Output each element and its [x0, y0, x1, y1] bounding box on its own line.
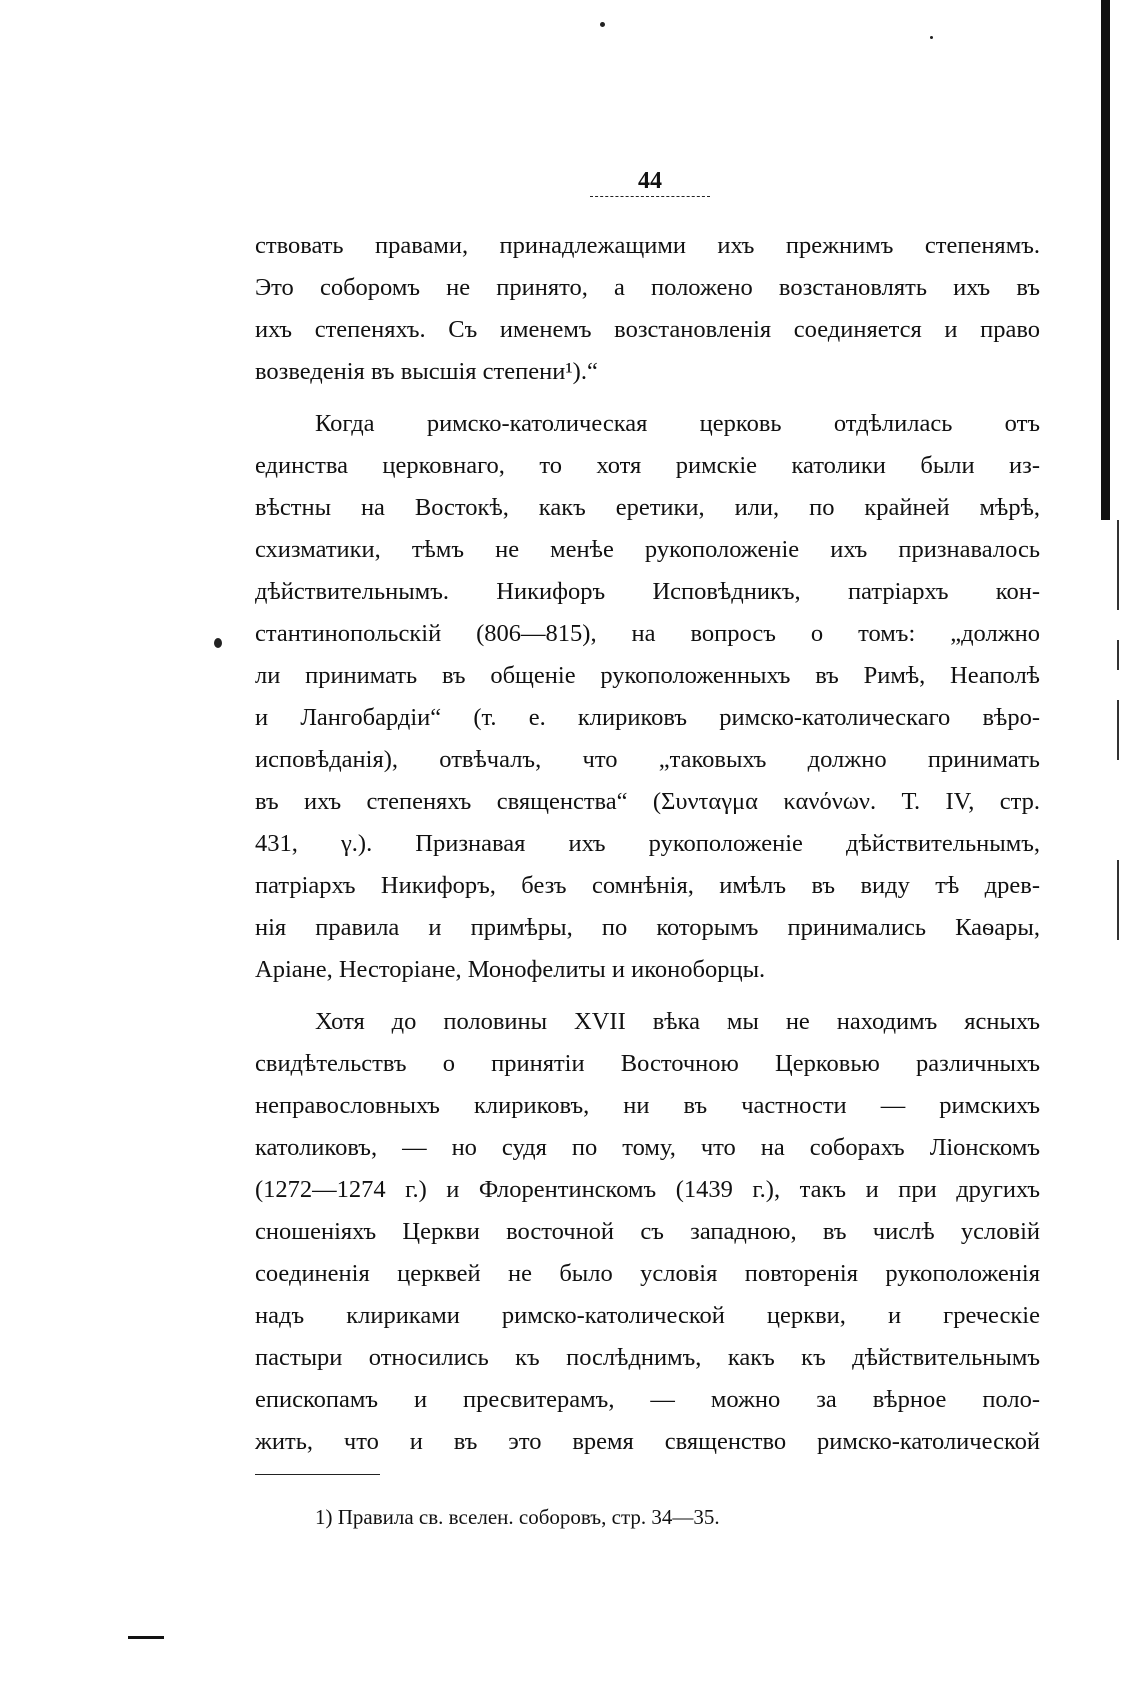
scan-dash-mark [128, 1636, 164, 1639]
text-line: епископамъ и пресвитерамъ, — можно за вѣрное поло- [255, 1386, 1040, 1413]
text-line: и Лангобардіи“ (т. е. клириковъ римско-католическаго вѣро- [255, 704, 1040, 731]
text-line: въ ихъ степеняхъ священства“ (Συνταγμα κανόνων. Т. IV, стр. [255, 788, 1040, 815]
scan-edge-bar [1101, 0, 1110, 520]
text-line: католиковъ, — но судя по тому, что на соборахъ Ліонскомъ [255, 1134, 1040, 1161]
text-line: единства церковнаго, то хотя римскіе католики были из- [255, 452, 1040, 479]
paragraph [255, 1001, 1040, 1463]
scan-speck [930, 36, 933, 39]
text-line: сношеніяхъ Церкви восточной съ западною, въ числѣ условій [255, 1218, 1040, 1245]
footnote: 1) Правила св. вселен. соборовъ, стр. 34—35. [315, 1505, 720, 1529]
text-line: Хотя до половины XVII вѣка мы не находимъ ясныхъ [315, 1008, 1040, 1035]
text-line: стантинопольскій (806—815), на вопросъ о томъ: „должно [255, 620, 1040, 647]
paragraph [255, 225, 1040, 393]
text-line: ихъ степеняхъ. Съ именемъ возстановленія соединяется и право [255, 316, 1040, 343]
scan-speck [214, 638, 222, 648]
text-line: (1272—1274 г.) и Флорентинскомъ (1439 г.), такъ и при другихъ [255, 1176, 1040, 1203]
text-line: Это соборомъ не принято, а положено возстановлять ихъ въ [255, 274, 1040, 301]
text-line: Когда римско-католическая церковь отдѣлилась отъ [315, 410, 1040, 437]
text-line: дѣйствительнымъ. Никифоръ Исповѣдникъ, патріархъ кон- [255, 578, 1040, 605]
text-line: исповѣданія), отвѣчалъ, что „таковыхъ должно принимать [255, 746, 1040, 773]
text-line: вѣстны на Востокѣ, какъ еретики, или, по крайней мѣрѣ, [255, 494, 1040, 521]
scan-speck [600, 22, 605, 27]
paragraph [255, 403, 1040, 991]
page-number: 44 [638, 168, 662, 194]
text-line: пастыри относились къ послѣднимъ, какъ къ дѣйствительнымъ [255, 1344, 1040, 1371]
text-line: ствовать правами, принадлежащими ихъ прежнимъ степенямъ. [255, 232, 1040, 259]
text-line: жить, что и въ это время священство римско-католической [255, 1428, 1040, 1455]
text-line: неправословныхъ клириковъ, ни въ частности — римскихъ [255, 1092, 1040, 1119]
text-line: нія правила и примѣры, по которымъ принимались Каѳары, [255, 914, 1040, 941]
text-line: 431, γ.). Признавая ихъ рукоположеніе дѣйствительнымъ, [255, 830, 1040, 857]
text-line: надъ клириками римско-католической церкви, и греческіе [255, 1302, 1040, 1329]
text-line: Аріане, Несторіане, Монофелиты и иконоборцы. [255, 956, 766, 983]
text-line: свидѣтельствъ о принятіи Восточною Церковью различныхъ [255, 1050, 1040, 1077]
scan-edge-line [1117, 640, 1119, 670]
page-number-rule [590, 196, 710, 197]
scan-edge-line [1117, 520, 1119, 610]
text-line: возведенія въ высшія степени¹).“ [255, 358, 598, 385]
text-line: патріархъ Никифоръ, безъ сомнѣнія, имѣлъ въ виду тѣ древ- [255, 872, 1040, 899]
text-line: ли принимать въ общеніе рукоположенныхъ въ Римѣ, Неаполѣ [255, 662, 1040, 689]
scan-edge-line [1117, 860, 1119, 940]
footnote-rule [255, 1474, 380, 1475]
text-line: схизматики, тѣмъ не менѣе рукоположеніе ихъ признавалось [255, 536, 1040, 563]
text-line: соединенія церквей не было условія повторенія рукоположенія [255, 1260, 1040, 1287]
body-text [255, 225, 1040, 1463]
scan-edge-line [1117, 700, 1119, 760]
